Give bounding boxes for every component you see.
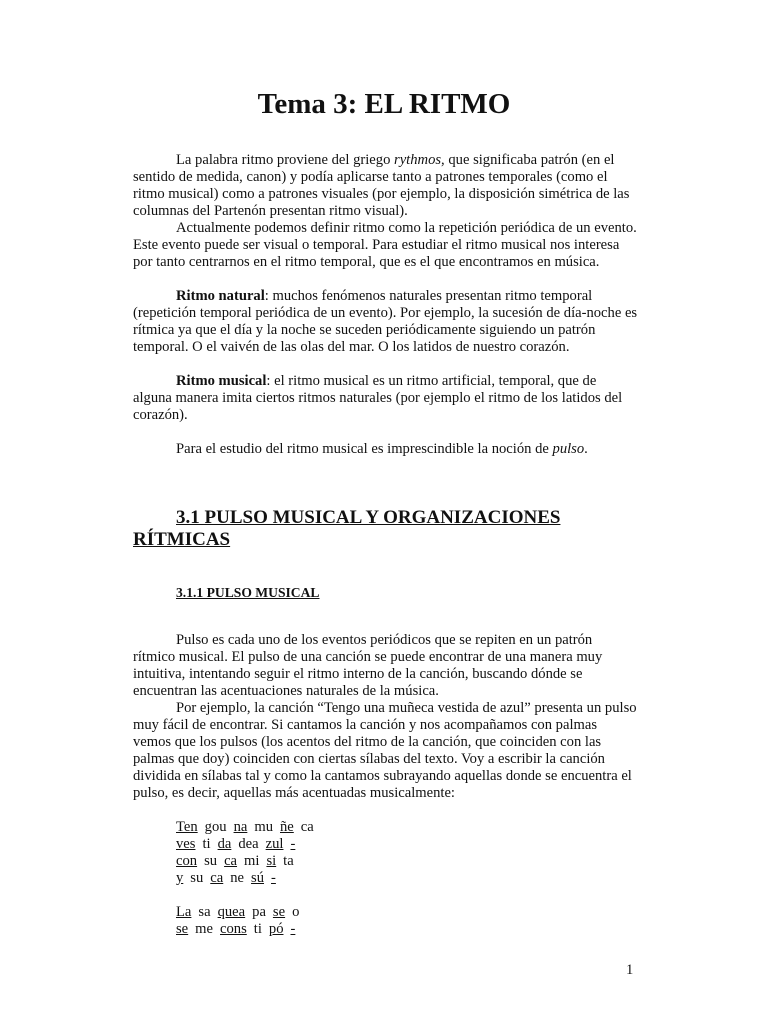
ritmo-natural-paragraph xyxy=(133,288,638,356)
song-syllables xyxy=(176,819,321,938)
intro-section xyxy=(133,152,638,458)
pulso-word: pulso xyxy=(552,441,585,457)
syllable-line xyxy=(176,887,321,904)
syllable: su xyxy=(190,870,204,886)
accented-syllable: Ten xyxy=(176,819,198,835)
syllable: su xyxy=(204,853,218,869)
accented-syllable: - xyxy=(290,921,296,937)
page-title: Tema 3: EL RITMO xyxy=(257,88,511,120)
accented-syllable: da xyxy=(217,836,232,852)
accented-syllable: quea xyxy=(217,904,246,920)
syllable: pa xyxy=(252,904,266,920)
accented-syllable: ñe xyxy=(280,819,294,835)
intro-text-b: , que significaba patrón (en el sentido de medida, canon) y podía aplicarse tanto a patrones temporales (como el ritmo musical) como a patrones visuales (por ejemplo, la disposición simétrica de las columnas del Partenón presentan ritmo visual). xyxy=(133,152,630,219)
pulso-note-end: . xyxy=(584,441,588,457)
intro-paragraph-2: Actualmente podemos definir ritmo como la repetición periódica de un evento. Este evento puede ser visual o temporal. Para estudiar el ritmo musical nos interesa por tanto centrarnos en el ritmo temporal, que es el que encontramos en música. xyxy=(133,220,637,270)
syllable: ta xyxy=(283,853,294,869)
pulso-section xyxy=(133,632,638,802)
accented-syllable: sú xyxy=(251,870,265,886)
accented-syllable: - xyxy=(271,870,276,886)
intro-text-a: La palabra ritmo proviene del griego xyxy=(176,152,395,168)
pulso-paragraph-1: Pulso es cada uno de los eventos periódicos que se repiten en un patrón rítmico musical. El pulso de una canción se puede encontrar de una manera muy intuitiva, intentando seguir el ritmo interno de la canción, buscando dónde se encuentran las acentuaciones naturales de la música. xyxy=(133,632,603,699)
accented-syllable: na xyxy=(233,819,248,835)
accented-syllable: ca xyxy=(210,870,224,886)
accented-syllable: y xyxy=(176,870,184,886)
accented-syllable: si xyxy=(266,853,277,869)
syllable-line xyxy=(176,819,321,836)
syllable-line xyxy=(176,921,321,938)
accented-syllable: con xyxy=(176,853,198,869)
ritmo-musical-label: Ritmo musical xyxy=(176,373,267,389)
accented-syllable: La xyxy=(176,904,192,920)
ritmo-natural-label: Ritmo natural xyxy=(176,288,265,304)
subsection-heading: 3.1.1 PULSO MUSICAL xyxy=(176,585,320,600)
page-number: 1 xyxy=(626,962,634,978)
accented-syllable: se xyxy=(272,904,286,920)
accented-syllable: pó xyxy=(268,921,284,937)
syllable: dea xyxy=(238,836,259,852)
accented-syllable: se xyxy=(176,921,189,937)
intro-paragraph-1 xyxy=(133,152,638,220)
syllable: me xyxy=(195,921,214,937)
syllable: ca xyxy=(300,819,314,835)
pulso-note-paragraph xyxy=(133,441,638,458)
ritmo-musical-text: : el ritmo musical es un ritmo artificial, temporal, que de alguna manera imita ciertos ritmos naturales (por ejemplo el ritmo de los latidos del corazón). xyxy=(133,373,623,423)
syllable: gou xyxy=(204,819,227,835)
syllable-line xyxy=(176,853,321,870)
accented-syllable: ves xyxy=(176,836,196,852)
pulso-paragraph-2: Por ejemplo, la canción “Tengo una muñeca vestida de azul” presenta un pulso muy fácil de encontrar. Si cantamos la canción y nos acompañamos con palmas vemos que los pulsos (los acentos del ritmo de la canción, que coinciden con las palmas que doy) coinciden con ciertas sílabas del texto. Voy a escribir la canción dividida en sílabas tal y como la cantamos subrayando aquellas donde se encuentra el pulso, es decir, aquellas más acentuadas musicalmente: xyxy=(133,700,637,801)
accented-syllable: cons xyxy=(220,921,247,937)
syllable: o xyxy=(292,904,300,920)
accented-syllable: zul xyxy=(265,836,284,852)
ritmo-natural-text: : muchos fenómenos naturales presentan ritmo temporal (repetición temporal periódica de un evento). Por ejemplo, la sucesión de día-noche es rítmica ya que el día y la noche se suceden periódicamente siguiendo un patrón temporal. O el vaivén de las olas del mar. O los latidos de nuestro corazón. xyxy=(133,288,638,355)
syllable: ti xyxy=(202,836,211,852)
syllable-line xyxy=(176,836,321,853)
syllable-line xyxy=(176,904,321,921)
section-heading: 3.1 PULSO MUSICAL Y ORGANIZACIONES RÍTMICAS xyxy=(133,507,561,550)
syllable: ti xyxy=(253,921,262,937)
syllable-line xyxy=(176,870,321,887)
ritmo-musical-paragraph xyxy=(133,373,638,424)
syllable: mi xyxy=(244,853,260,869)
accented-syllable: ca xyxy=(224,853,238,869)
syllable: sa xyxy=(198,904,211,920)
rythmos-word: rythmos xyxy=(394,152,442,168)
syllable: mu xyxy=(254,819,273,835)
accented-syllable: - xyxy=(290,836,296,852)
pulso-note-text: Para el estudio del ritmo musical es imprescindible la noción de xyxy=(176,441,553,457)
syllable: ne xyxy=(230,870,245,886)
